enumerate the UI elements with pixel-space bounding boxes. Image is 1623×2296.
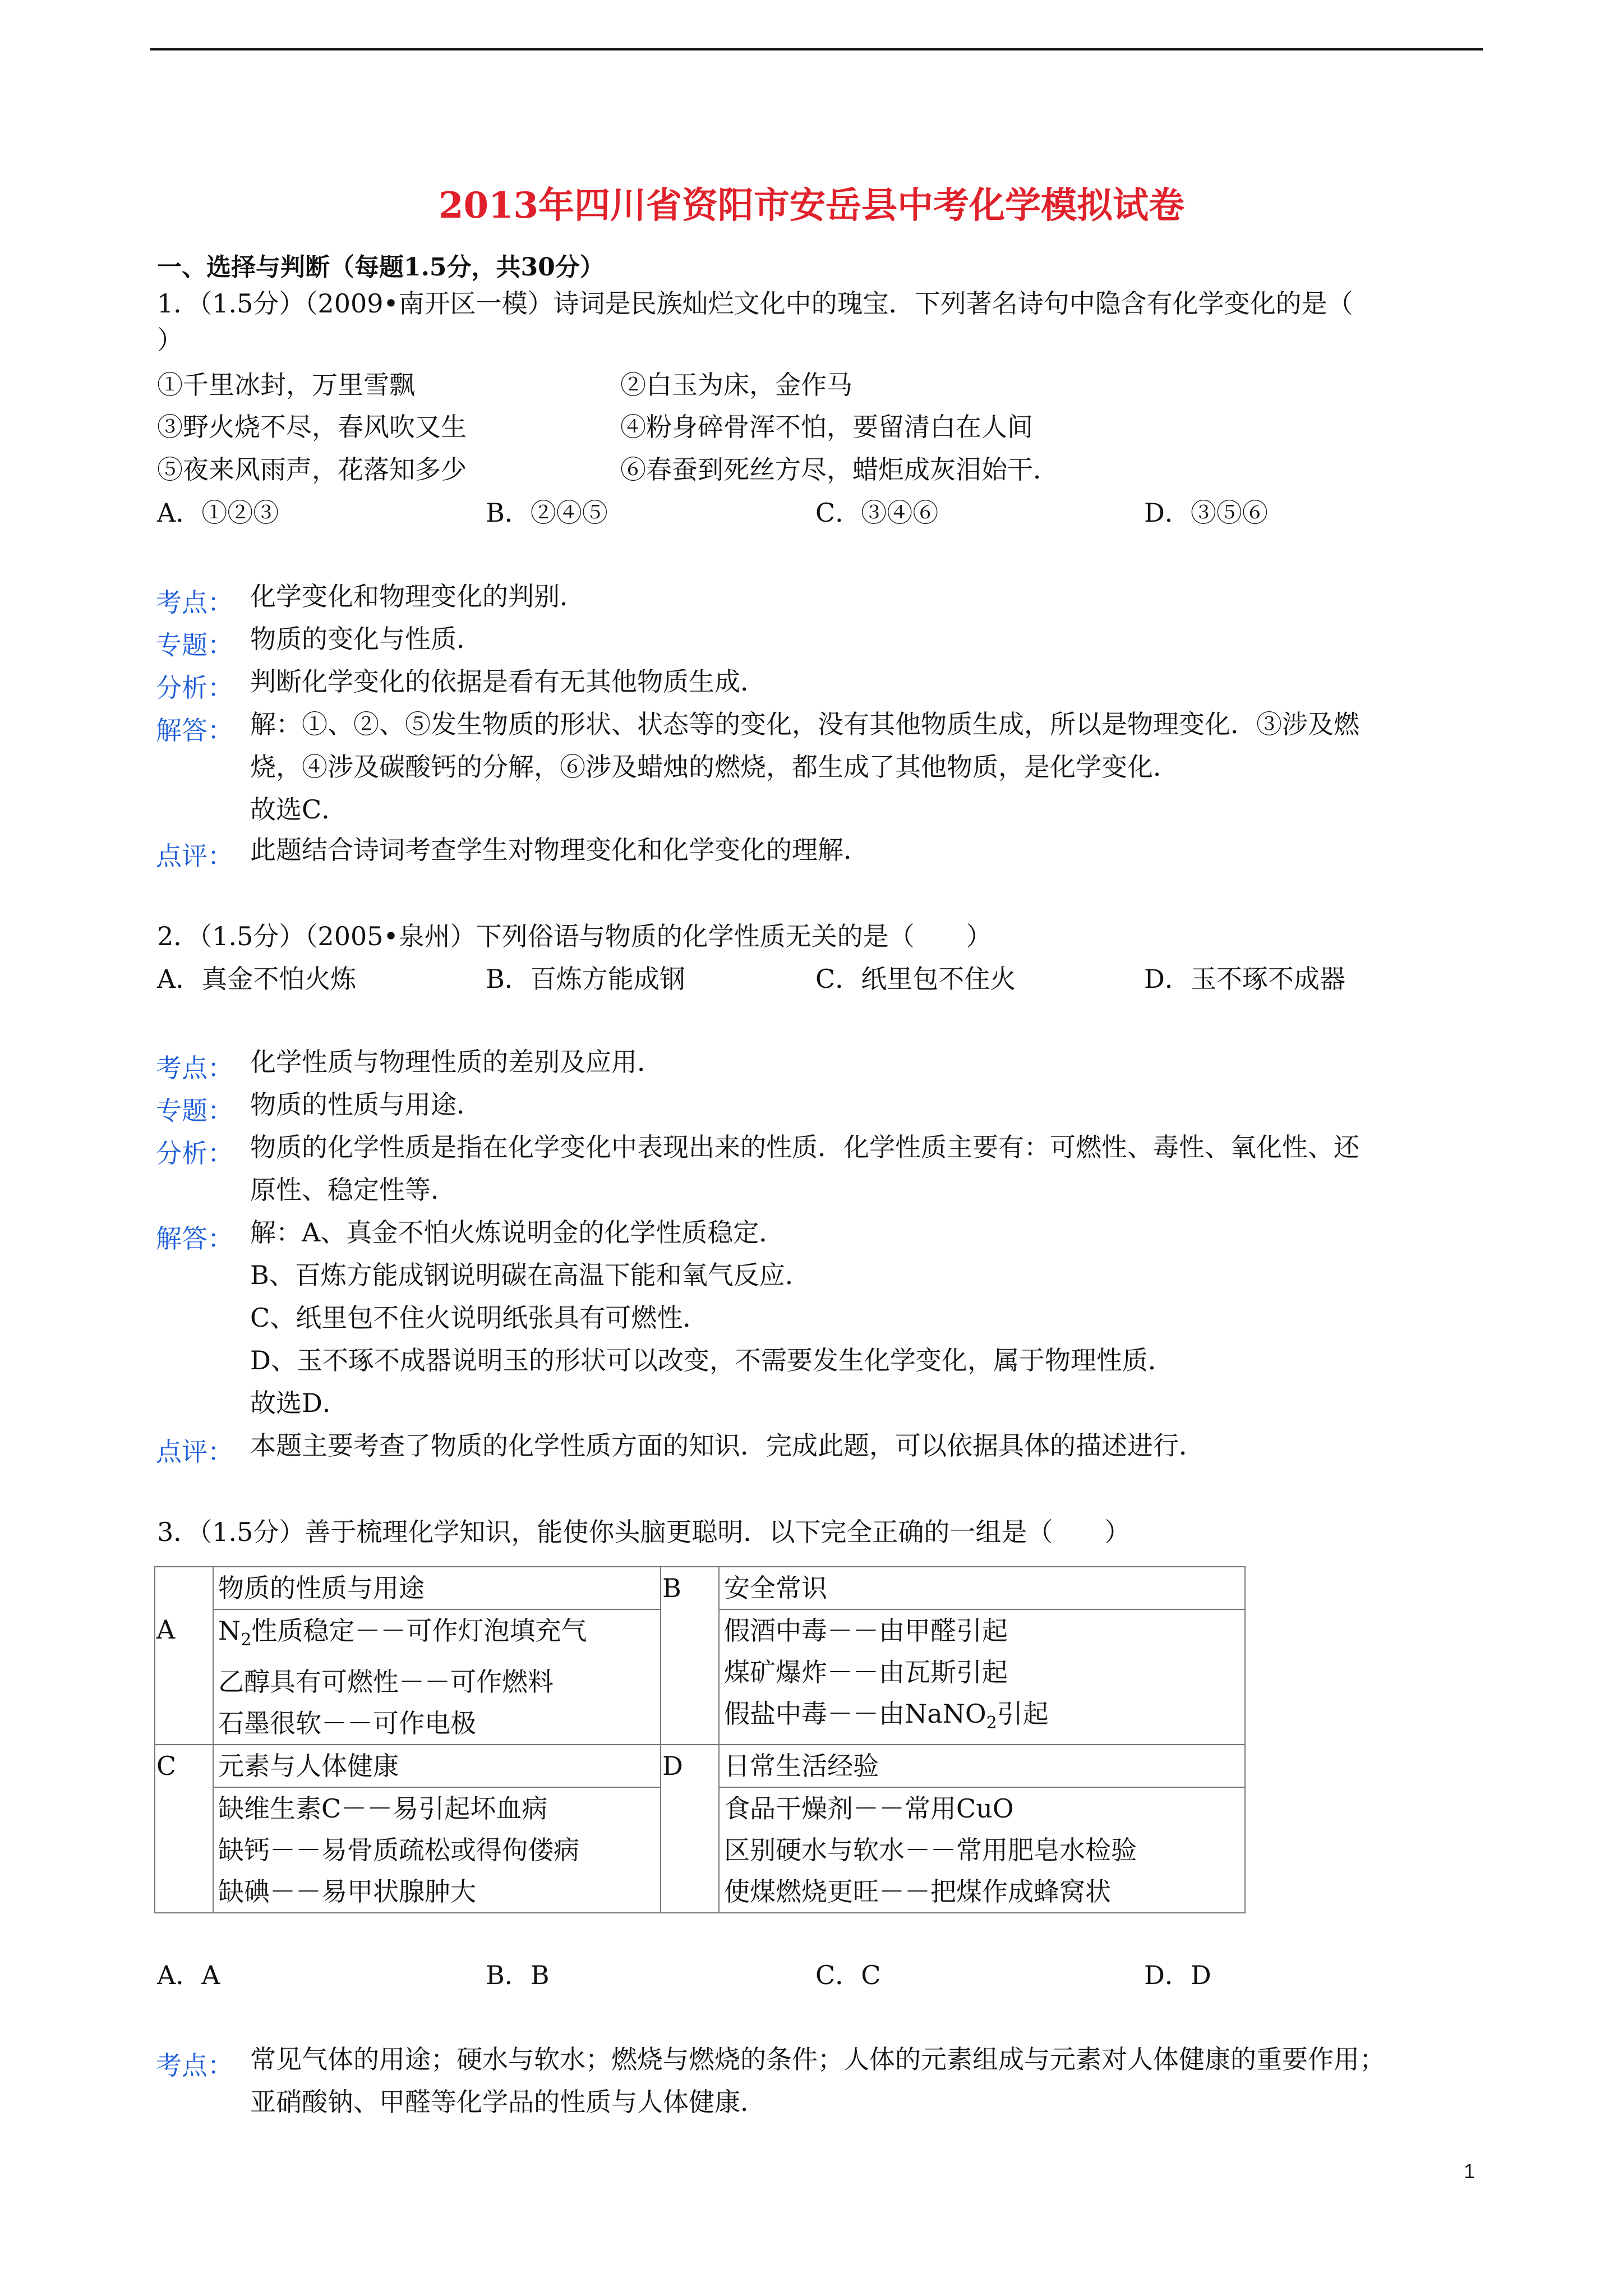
q1-poem-6: ⑥春蚕到死丝方尽，蜡炬成灰泪始干．	[620, 454, 1059, 485]
q2-jieda-line-2: B、百炼方能成钢说明碳在高温下能和氧气反应．	[250, 1260, 811, 1290]
q1-kaodian-label: 考点：	[156, 587, 233, 618]
q1-kaodian: 化学变化和物理变化的判别．	[250, 581, 585, 611]
q2-fenxi-line-2: 原性、稳定性等．	[250, 1175, 457, 1205]
q2-jieda-line-5: 故选D．	[250, 1388, 348, 1418]
header-rule	[150, 48, 1483, 50]
q1-option-d: D．③⑤⑥	[1144, 498, 1268, 528]
q1-jieda-line-3: 故选C．	[250, 794, 348, 825]
q2-dianping: 本题主要考查了物质的化学性质方面的知识．完成此题，可以依据具体的描述进行．	[250, 1430, 1205, 1461]
q1-stem-close: ）	[157, 325, 183, 355]
q2-zhuanti-label: 专题：	[156, 1096, 233, 1126]
q3-cell-c-body: 缺维生素C－－易引起坏血病 缺钙－－易骨质疏松或得佝偻病 缺碘－－易甲状腺肿大	[213, 1787, 661, 1913]
q1-stem: 1．（1.5分）（2009•南开区一模）诗词是民族灿烂文化中的瑰宝．下列著名诗句中隐含有化学变化的是（	[157, 288, 1353, 319]
q3-stem: 3．（1.5分）善于梳理化学知识，能使你头脑更聪明．以下完全正确的一组是（ ）	[157, 1517, 1131, 1547]
q1-poem-4: ④粉身碎骨浑不怕，要留清白在人间	[620, 412, 1033, 442]
q1-poem-2: ②白玉为床，金作马	[620, 370, 852, 400]
q3-option-d: D．D	[1144, 1960, 1211, 1990]
q3-kaodian-label: 考点：	[156, 2050, 233, 2081]
q1-jieda-line-1: 解：①、②、⑤发生物质的形状、状态等的变化，没有其他物质生成，所以是物理变化．③涉及燃	[250, 709, 1359, 739]
q1-option-a: A．①②③	[157, 498, 279, 528]
q2-jieda-line-3: C、纸里包不住火说明纸张具有可燃性．	[250, 1303, 709, 1333]
q1-poem-3: ③野火烧不尽，春风吹又生	[157, 412, 467, 442]
q1-zhuanti-label: 专题：	[156, 630, 233, 660]
q3-cell-c-head: 元素与人体健康	[213, 1745, 661, 1787]
q3-cell-a-body: $N_2$性质稳定－－可作灯泡填充气 乙醇具有可燃性－－可作燃料 石墨很软－－可作电极	[213, 1609, 661, 1745]
q1-dianping-label: 点评：	[156, 841, 233, 871]
q2-zhuanti: 物质的性质与用途．	[250, 1089, 482, 1120]
q2-kaodian: 化学性质与物理性质的差别及应用．	[250, 1047, 663, 1077]
q2-jieda-line-1: 解：A、真金不怕火炼说明金的化学性质稳定．	[250, 1217, 785, 1248]
q1-poem-5: ⑤夜来风雨声，花落知多少	[157, 454, 467, 485]
q1-jieda-line-2: 烧，④涉及碳酸钙的分解，⑥涉及蜡烛的燃烧，都生成了其他物质，是化学变化．	[250, 752, 1179, 782]
q1-option-b: B．②④⑤	[486, 498, 608, 528]
q3-cell-b-body: 假酒中毒－－由甲醛引起 煤矿爆炸－－由瓦斯引起 假盐中毒－－由NaNO$_2$引起	[719, 1609, 1245, 1745]
q2-jieda-line-4: D、玉不琢不成器说明玉的形状可以改变，不需要发生化学变化，属于物理性质．	[250, 1345, 1174, 1375]
q2-option-c: C．纸里包不住火	[815, 964, 1016, 994]
q2-option-d: D．玉不琢不成器	[1144, 964, 1345, 994]
q3-cell-d-key: D	[661, 1745, 719, 1913]
q1-poem-1: ①千里冰封，万里雪飘	[157, 370, 415, 400]
q2-jieda-label: 解答：	[156, 1223, 233, 1254]
q1-zhuanti: 物质的变化与性质．	[250, 624, 482, 654]
q1-option-c: C．③④⑥	[815, 498, 939, 528]
q3-option-b: B．B	[486, 1960, 550, 1990]
q2-option-b: B．百炼方能成钢	[486, 964, 685, 994]
q3-cell-d-body: 食品干燥剂－－常用CuO 区别硬水与软水－－常用肥皂水检验 使煤燃烧更旺－－把煤作成蜂窝状	[719, 1787, 1245, 1913]
q1-fenxi-label: 分析：	[156, 673, 233, 703]
q2-fenxi-label: 分析：	[156, 1138, 233, 1168]
q3-cell-b-head: 安全常识	[719, 1567, 1245, 1609]
q2-option-a: A．真金不怕火炼	[157, 964, 357, 994]
q1-jieda-label: 解答：	[156, 715, 233, 746]
q3-cell-a-key: A	[155, 1567, 213, 1745]
q3-cell-c-key: C	[155, 1745, 213, 1913]
q2-fenxi-line-1: 物质的化学性质是指在化学变化中表现出来的性质．化学性质主要有：可燃性、毒性、氧化性、还	[250, 1132, 1359, 1162]
q2-dianping-label: 点评：	[156, 1437, 233, 1467]
section-heading: 一、选择与判断（每题1.5分，共30分）	[157, 253, 605, 282]
q3-option-c: C．C	[815, 1960, 881, 1990]
q3-cell-b-key: B	[661, 1567, 719, 1745]
q3-cell-a-head: 物质的性质与用途	[213, 1567, 661, 1609]
q3-kaodian-line-2: 亚硝酸钠、甲醛等化学品的性质与人体健康．	[250, 2087, 766, 2117]
page-number: 1	[1464, 2160, 1476, 2183]
q3-table	[154, 1566, 1246, 1913]
q1-dianping: 此题结合诗词考查学生对物理变化和化学变化的理解．	[250, 835, 869, 865]
q1-fenxi: 判断化学变化的依据是看有无其他物质生成．	[250, 666, 766, 697]
page-title: 2013年四川省资阳市安岳县中考化学模拟试卷	[438, 185, 1185, 227]
q3-option-a: A．A	[157, 1960, 220, 1990]
q3-kaodian-line-1: 常见气体的用途；硬水与软水；燃烧与燃烧的条件；人体的元素组成与元素对人体健康的重要作用；	[250, 2044, 1385, 2074]
q2-kaodian-label: 考点：	[156, 1053, 233, 1083]
q2-stem: 2．（1.5分）（2005•泉州）下列俗语与物质的化学性质无关的是（ ）	[157, 921, 992, 951]
q3-cell-d-head: 日常生活经验	[719, 1745, 1245, 1787]
